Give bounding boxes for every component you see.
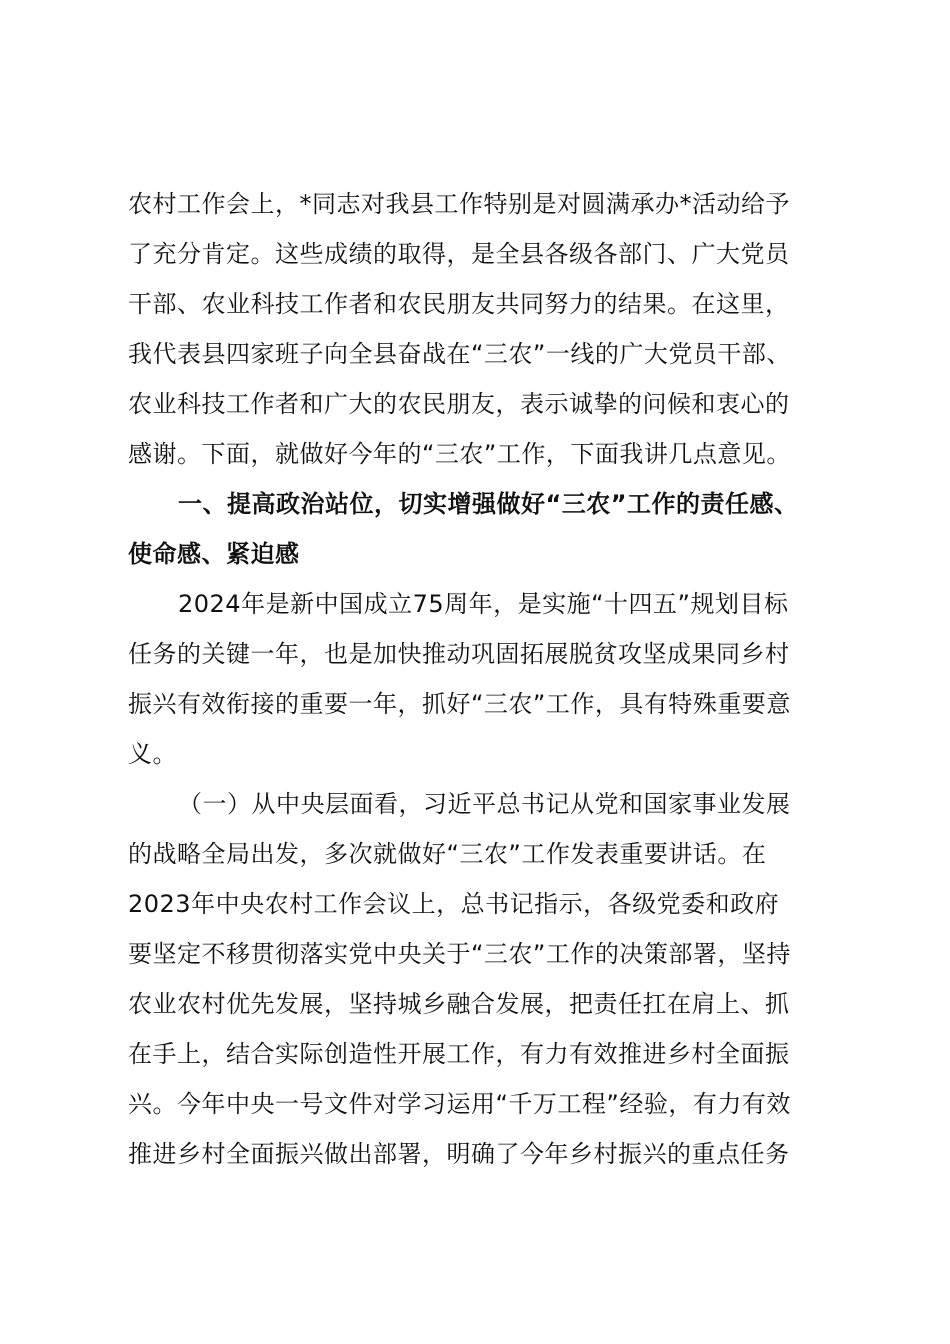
section-heading: 一、提高政治站位，切实增强做好“三农”工作的责任感、	[178, 490, 799, 518]
text-line: 2023年中央农村工作会议上，总书记指示，各级党委和政府	[128, 890, 780, 918]
text-line: 在手上，结合实际创造性开展工作，有力有效推进乡村全面振	[128, 1040, 790, 1068]
text-line: 农业农村优先发展，坚持城乡融合发展，把责任扛在肩上、抓	[128, 990, 790, 1018]
text-line: 兴。今年中央一号文件对学习运用“千万工程”经验，有力有效	[128, 1090, 791, 1118]
text-line: 了充分肯定。这些成绩的取得，是全县各级各部门、广大党员	[128, 240, 790, 268]
text-line: 任务的关键一年，也是加快推动巩固拓展脱贫攻坚成果同乡村	[128, 640, 790, 668]
text-line: 义。	[128, 740, 177, 768]
text-line: 要坚定不移贯彻落实党中央关于“三农”工作的决策部署，坚持	[128, 940, 791, 968]
text-line: 农业科技工作者和广大的农民朋友，表示诚挚的问候和衷心的	[128, 390, 790, 418]
section-heading-continued: 使命感、紧迫感	[128, 540, 300, 568]
paragraph-start: 2024年是新中国成立75周年，是实施“十四五”规划目标	[178, 590, 789, 618]
subsection-start: （一）从中央层面看，习近平总书记从党和国家事业发展	[178, 790, 791, 818]
text-line: 的战略全局出发，多次就做好“三农”工作发表重要讲话。在	[128, 840, 767, 868]
text-line: 推进乡村全面振兴做出部署，明确了今年乡村振兴的重点任务	[128, 1140, 790, 1168]
text-line: 我代表县四家班子向全县奋战在“三农”一线的广大党员干部、	[128, 340, 791, 368]
text-line: 振兴有效衔接的重要一年，抓好“三农”工作，具有特殊重要意	[128, 690, 791, 718]
text-line: 干部、农业科技工作者和农民朋友共同努力的结果。在这里，	[128, 290, 790, 318]
text-line: 农村工作会上，*同志对我县工作特别是对圆满承办*活动给予	[128, 190, 790, 218]
text-line: 感谢。下面，就做好今年的“三农”工作，下面我讲几点意见。	[128, 440, 791, 468]
